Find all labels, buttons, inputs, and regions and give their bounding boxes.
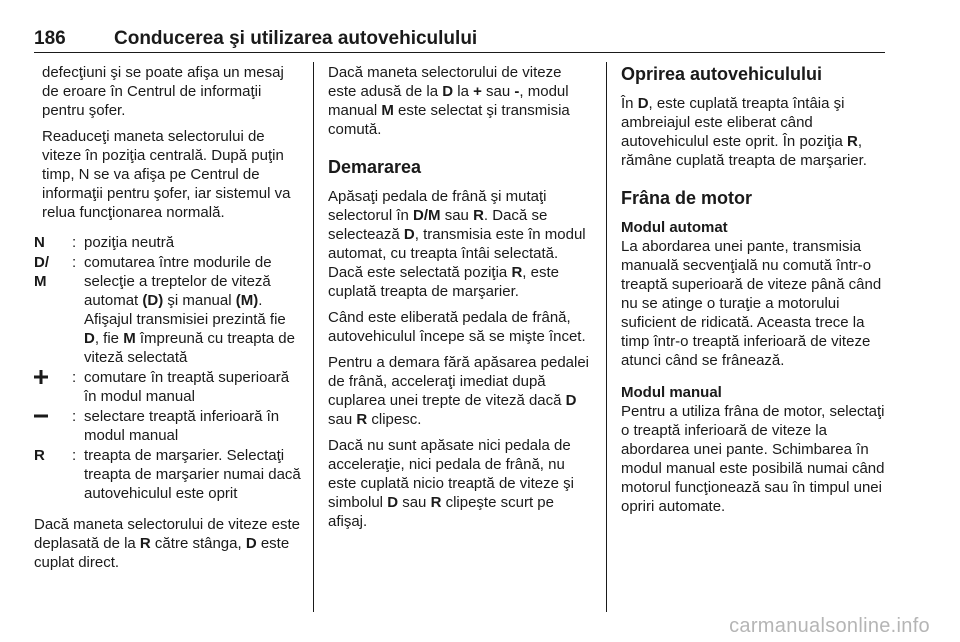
column-left <box>34 63 304 579</box>
paragraph: La abordarea unei pante, transmisia manuală secvenţială nu comută într-o treaptă superioară de viteze până când nu se atinge o turaţie a motorului suficient de ridicată. Aceasta trece la timp într-o treaptă inferioară de viteze atunci când se frânează. <box>621 238 882 369</box>
column-middle <box>328 63 592 538</box>
definition-item <box>34 446 304 503</box>
definition-term: R <box>34 447 45 464</box>
paragraph: Pentru a utiliza frâna de motor, selectaţi o treaptă inferioară de viteze la abordarea unei pante. Schimbarea în modul manual este posibilă numai când motorul funcţionează sau în timpul unei opriri automate. <box>621 403 885 515</box>
paragraph: Dacă nu sunt apăsate nici pedala de acceleraţie, nici pedala de frână, nu este cuplată nicio treaptă de viteze şi simbolul D sau R clipeşte scurt pe afişaj. <box>328 437 574 530</box>
colon: : <box>72 408 77 425</box>
page-number: 186 <box>34 28 66 49</box>
colon: : <box>72 254 77 271</box>
definition-item <box>34 368 304 406</box>
indented-block <box>34 63 304 222</box>
definition-desc: selectare treaptă inferioară în modul manual <box>84 408 280 444</box>
colon: : <box>72 447 77 464</box>
paragraph: Apăsaţi pedala de frână şi mutaţi selectorul în D/M sau R. Dacă se selectează D, transmisia este în modul automat, cu treapta întâi selectată. Dacă este selectată poziţia R, este cuplată treapta de marşarier. <box>328 188 586 300</box>
subheading: Modul manual <box>621 384 722 401</box>
definition-term: D/M <box>34 254 49 290</box>
plus-icon <box>34 370 48 384</box>
section-heading: Demararea <box>328 157 422 177</box>
definition-list <box>34 233 304 503</box>
subheading: Modul automat <box>621 219 728 236</box>
minus-icon <box>34 409 48 423</box>
definition-desc: poziţia neutră <box>84 234 175 251</box>
definition-item <box>34 253 304 367</box>
section-heading: Oprirea autovehiculului <box>621 64 823 84</box>
page-header <box>34 28 885 53</box>
paragraph: Dacă maneta selectorului de viteze este adusă de la D la + sau -, modul manual M este selectat şi transmisia comută. <box>328 64 570 138</box>
section-heading: Frâna de motor <box>621 188 753 208</box>
definition-term: N <box>34 234 45 251</box>
colon: : <box>72 369 77 386</box>
colon: : <box>72 234 77 251</box>
paragraph: Când este eliberată pedala de frână, autovehiculul începe să se mişte încet. <box>328 309 586 345</box>
definition-term <box>34 368 72 406</box>
paragraph: Readuceţi maneta selectorului de viteze în poziţia centrală. După puţin timp, N se va afişa pe Centrul de informaţii pentru şofer, iar sistemul va relua funcţionarea normală. <box>42 128 291 221</box>
definition-desc: treapta de marşarier. Selectaţi treapta de marşarier numai dacă autovehiculul este oprit <box>84 447 301 502</box>
watermark: carmanualsonline.info <box>729 615 930 637</box>
column-right <box>621 63 887 523</box>
definition-item <box>34 407 304 445</box>
definition-item <box>34 233 304 252</box>
definition-desc: comutarea între modurile de selecţie a treptelor de viteză automat (D) şi manual (M). Afişajul transmisiei prezintă fie D, fie M împreună cu treapta de viteză selectată <box>84 254 295 366</box>
definition-desc: comutare în treaptă superioară în modul manual <box>84 369 290 405</box>
column-divider <box>606 62 607 612</box>
definition-term <box>34 407 72 445</box>
column-divider <box>313 62 314 612</box>
chapter-title: Conducerea şi utilizarea autovehiculului <box>114 28 478 49</box>
paragraph: Pentru a demara fără apăsarea pedalei de frână, acceleraţi imediat după cuplarea unei trepte de viteză dacă D sau R clipesc. <box>328 354 590 428</box>
paragraph: În D, este cuplată treapta întâia şi ambreiajul este eliberat când autovehiculul este oprit. În poziţia R, rămâne cuplată treapta de marşarier. <box>621 95 867 169</box>
paragraph: defecţiuni şi se poate afişa un mesaj de eroare în Centrul de informaţii pentru şofer. <box>42 64 284 119</box>
paragraph: Dacă maneta selectorului de viteze este deplasată de la R către stânga, D este cuplat direct. <box>34 516 300 571</box>
